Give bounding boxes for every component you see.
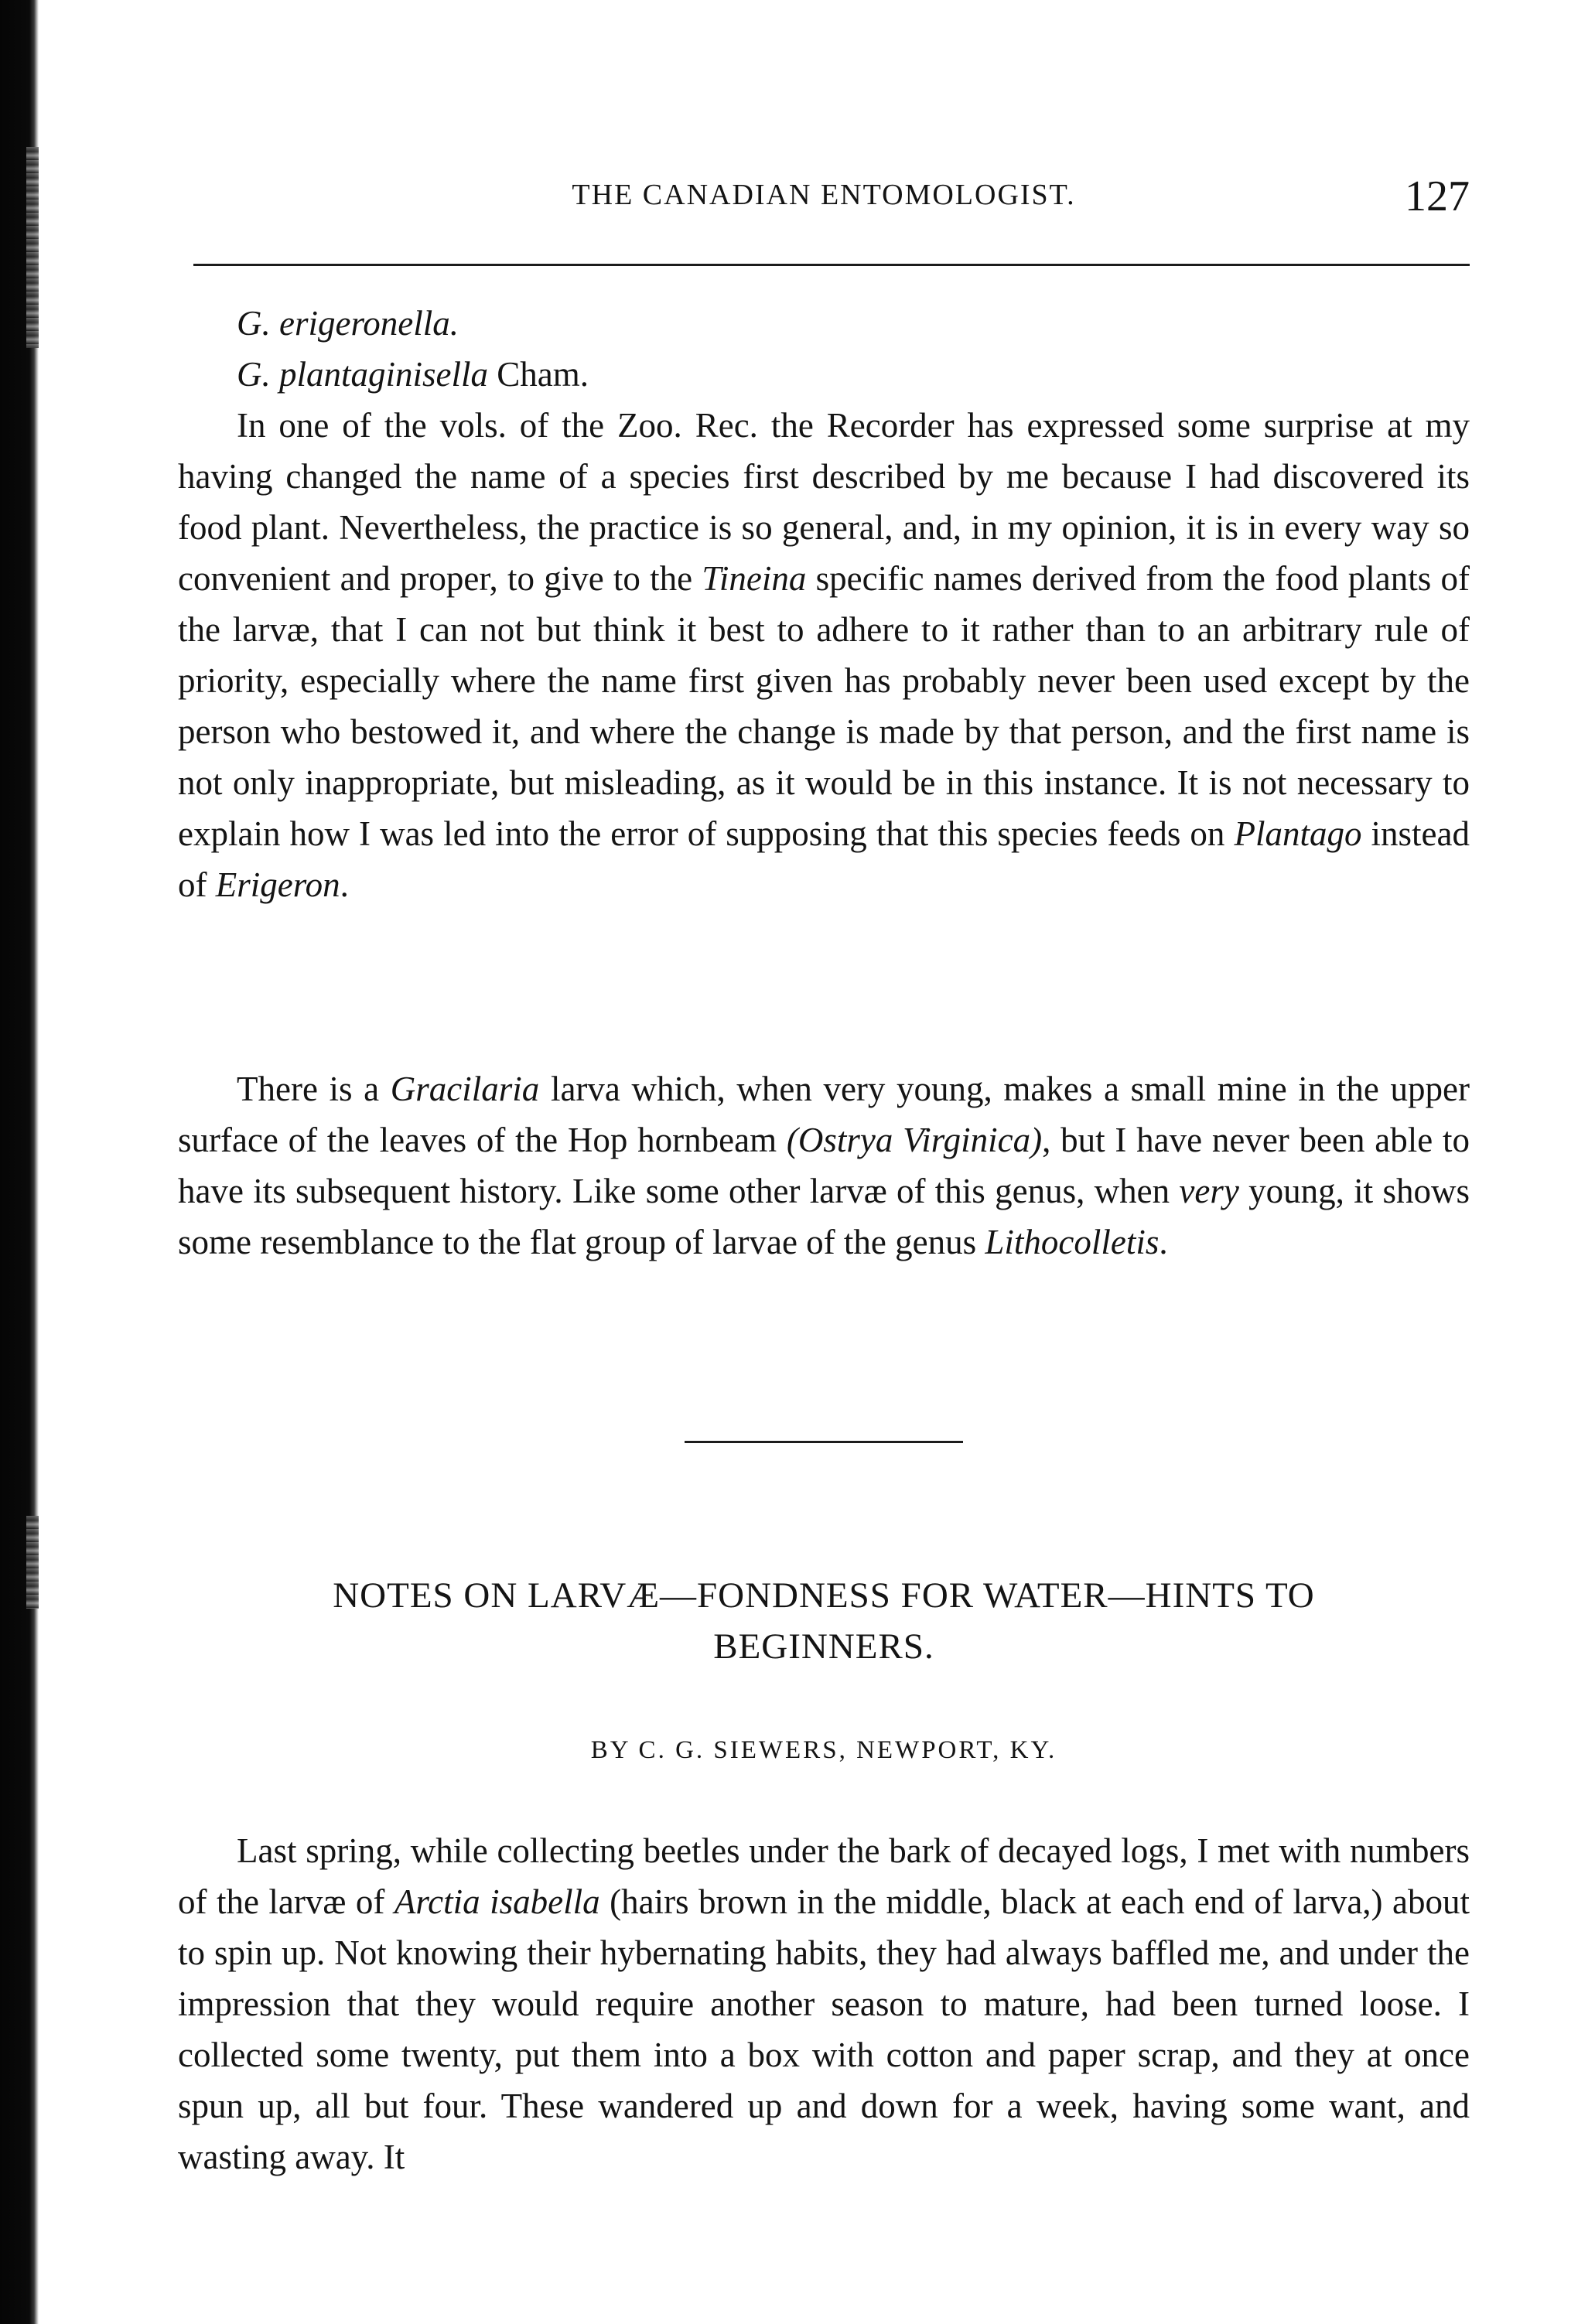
header-rule <box>193 264 1470 266</box>
italic-term: (Ostrya Virginica) <box>786 1121 1043 1159</box>
italic-term: Gracilaria <box>390 1070 540 1108</box>
species-name: G. erigeronella. <box>237 304 459 343</box>
species-entry <box>178 298 1470 349</box>
text-run: instead of <box>178 814 1470 904</box>
text-run: , but I have never been able to have its subsequent history. Like some other larvæ of this genus, when <box>178 1121 1470 1210</box>
paragraph <box>178 400 1470 910</box>
italic-term: Plantago <box>1234 814 1362 853</box>
continued-section <box>178 298 1470 910</box>
page-number: 127 <box>1405 172 1470 220</box>
binding-speckle <box>26 147 39 348</box>
document-page <box>178 0 1470 2324</box>
species-entry <box>178 349 1470 400</box>
page-header <box>178 172 1470 226</box>
text-run: (hairs brown in the middle, black at each end of larva,) about to spin up. Not knowing their hybernating habits, they had always baffled me, and under the impression that they would require another season to mature, had been turned loose. I collected some twenty, put them into a box with cotton and paper scrap, and they at once spun up, all but four. These wandered up and down for a week, having some want, and wasting away. It <box>178 1882 1470 2176</box>
italic-term: very <box>1179 1172 1239 1210</box>
text-run: In one of the vols. of the Zoo. Rec. the Recorder has expressed some surprise at my having changed the name of a species first described by me because I had discovered its food plant. Nevertheless, the practice is so general, and, in my opinion, it is in every way so convenient and proper, to give to the <box>178 406 1470 598</box>
paragraph <box>178 1063 1470 1268</box>
species-author: Cham. <box>497 355 589 394</box>
italic-term: Lithocolletis <box>985 1223 1160 1261</box>
italic-term: Erigeron <box>215 865 340 904</box>
text-run: larva which, when very young, makes a small mine in the upper surface of the leaves of the Hop hornbeam <box>178 1070 1470 1159</box>
article-title-line: NOTES ON LARVÆ—FONDNESS FOR WATER—HINTS TO <box>333 1575 1315 1616</box>
section-divider <box>685 1441 963 1443</box>
article-title <box>178 1570 1470 1672</box>
text-run: young, it shows some resemblance to the flat group of larvae of the genus <box>178 1172 1470 1261</box>
italic-term: Arctia isabella <box>394 1882 600 1921</box>
gracilaria-section <box>178 1063 1470 1268</box>
italic-term: Tineina <box>702 559 807 598</box>
text-run: Last spring, while collecting beetles under the bark of decayed logs, I met with numbers of the larvæ of <box>178 1831 1470 1921</box>
text-run: specific names derived from the food plants of the larvæ, that I can not but think it best to adhere to it rather than to an arbitrary rule of priority, especially where the name first given has probably never been used except by the person who bestowed it, and where the change is made by that person, and the first name is not only inappropriate, but misleading, as it would be in this instance. It is not necessary to explain how I was led into the error of supposing that this species feeds on <box>178 559 1470 853</box>
paragraph <box>178 1825 1470 2182</box>
text-run: There is a <box>237 1070 391 1108</box>
text-run: . <box>340 865 349 904</box>
species-name: G. plantaginisella <box>237 355 488 394</box>
running-head: THE CANADIAN ENTOMOLOGIST. <box>572 179 1076 211</box>
article-body <box>178 1825 1470 2182</box>
binding-speckle <box>26 1516 39 1609</box>
article-byline: BY C. G. SIEWERS, NEWPORT, KY. <box>590 1736 1057 1764</box>
page-binding-edge <box>0 0 39 2324</box>
article-title-line: BEGINNERS. <box>713 1626 934 1667</box>
text-run: . <box>1159 1223 1168 1261</box>
